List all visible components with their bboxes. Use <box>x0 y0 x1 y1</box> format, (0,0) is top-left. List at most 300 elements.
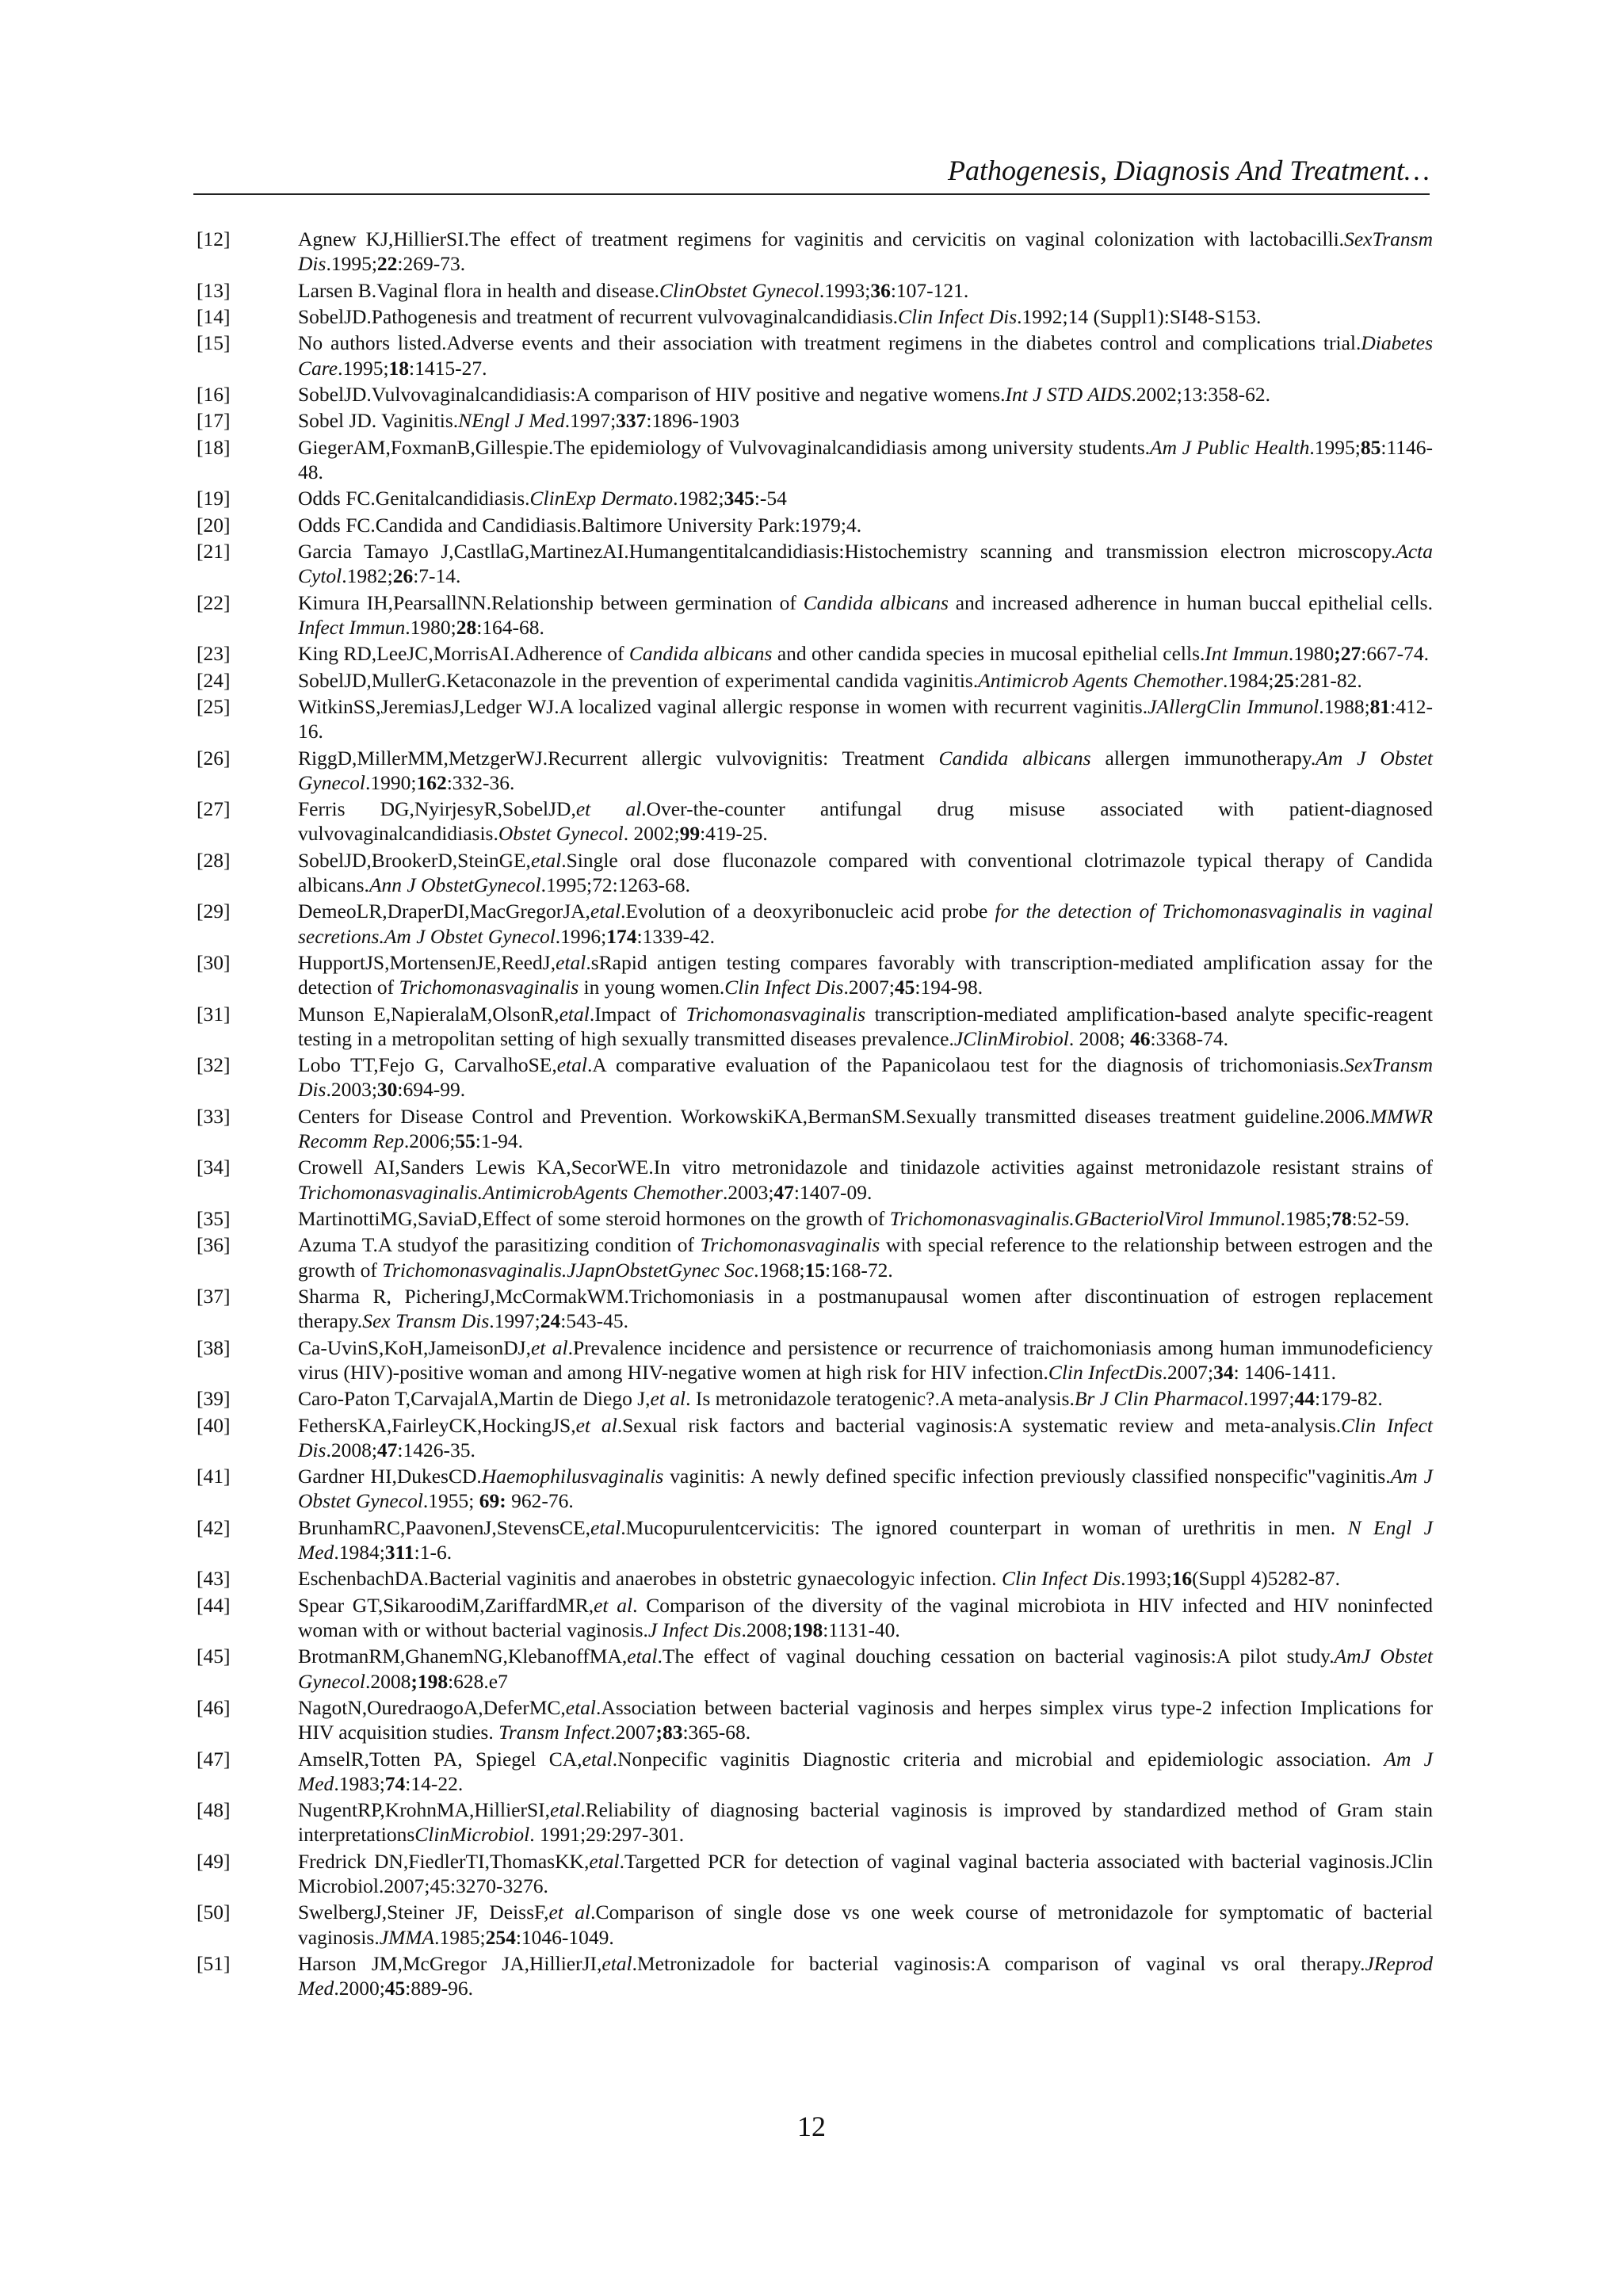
reference-segment: .2007; <box>1162 1360 1214 1384</box>
reference-segment: .1984; <box>1223 668 1274 692</box>
reference-item <box>197 1644 1433 1693</box>
reference-item <box>197 1951 1433 2000</box>
reference-segment: Ferris DG,NyirjesyR,SobelJD, <box>298 797 576 821</box>
reference-segment: .1985; <box>1280 1207 1332 1231</box>
reference-item <box>197 1284 1433 1333</box>
reference-text <box>298 1566 1433 1591</box>
reference-number: [35] <box>197 1207 231 1231</box>
reference-segment: .1980 <box>1288 642 1335 666</box>
reference-segment: .2003; <box>326 1078 377 1102</box>
reference-segment: :667-74. <box>1361 642 1429 666</box>
reference-item <box>197 1515 1433 1564</box>
reference-item <box>197 1747 1433 1796</box>
reference-segment: .Prevalence incidence and persistence or recurrence of traichomoniasis among human immunodeficiency virus (HIV)-positive woman and among HIV-negative women at high risk for HIV infection. <box>298 1335 1433 1384</box>
reference-segment: .Single oral dose fluconazole compared with conventional clotrimazole typical therapy of Candida albicans. <box>298 848 1433 897</box>
reference-segment: .1982; <box>342 564 393 588</box>
reference-number: [26] <box>197 746 231 770</box>
reference-segment: Garcia Tamayo J,CastllaG,MartinezAI.Humangentitalcandidiasis:Histochemistry scanning and transmission electron microscopy. <box>298 540 1396 563</box>
reference-item <box>197 797 1433 846</box>
reference-text <box>298 1849 1433 1898</box>
reference-text <box>298 1695 1433 1744</box>
reference-item <box>197 1335 1433 1385</box>
reference-italic: etal <box>556 951 586 975</box>
reference-italic: ClinMicrobiol <box>414 1823 530 1847</box>
reference-item <box>197 1797 1433 1847</box>
reference-item <box>197 1593 1433 1642</box>
reference-segment: Sobel JD. Vaginitis. <box>298 409 459 433</box>
reference-number: [46] <box>197 1695 231 1719</box>
reference-italic: etal <box>590 1515 621 1539</box>
reference-segment: :1046-1049. <box>515 1925 614 1949</box>
reference-segment: Azuma T.A studyof the parasitizing condition of <box>298 1233 701 1257</box>
reference-segment: .Targetted PCR for detection of vaginal vaginal bacteria associated with bacterial vaginosis.JClin Microbiol.2007;45:3270-3276. <box>298 1849 1433 1897</box>
reference-bold: 337 <box>616 409 647 433</box>
reference-italic: etal <box>590 900 621 923</box>
reference-text <box>298 513 1433 537</box>
reference-italic: Am J Med <box>298 1747 1433 1795</box>
reference-segment: :-54 <box>754 487 787 510</box>
reference-italic: et al <box>548 1901 591 1924</box>
reference-italic: JReprod Med <box>298 1951 1433 2000</box>
reference-italic: Am J Public Health <box>1150 435 1310 459</box>
reference-text <box>298 1052 1433 1102</box>
reference-segment: :1-6. <box>414 1540 453 1564</box>
reference-item <box>197 590 1433 640</box>
reference-segment: .Mucopurulentcervicitis: The ignored counterpart in woman of urethritis in men. <box>621 1515 1348 1539</box>
reference-text <box>298 435 1433 484</box>
reference-segment: :365-68. <box>682 1721 751 1744</box>
reference-segment: .2002;13:358-62. <box>1131 382 1271 406</box>
reference-text <box>298 1206 1433 1231</box>
reference-number: [38] <box>197 1335 231 1359</box>
reference-italic: Am J Obstet Gynecol <box>298 746 1433 794</box>
reference-segment: .1995;72:1263-68. <box>540 873 691 897</box>
reference-segment: :107-121. <box>890 278 969 302</box>
reference-item <box>197 408 1433 433</box>
reference-italic: J Infect Dis <box>647 1618 742 1641</box>
reference-segment: GiegerAM,FoxmanB,Gillespie.The epidemiology of Vulvovaginalcandidiasis among university students. <box>298 435 1151 459</box>
reference-segment: .1982; <box>673 487 724 510</box>
reference-bold: 18 <box>388 356 410 380</box>
reference-segment: .1985; <box>434 1925 486 1949</box>
reference-bold: 16 <box>1171 1567 1193 1591</box>
reference-number: [32] <box>197 1053 231 1077</box>
reference-item <box>197 330 1433 380</box>
reference-segment: RiggD,MillerMM,MetzgerWJ.Recurrent allergic vulvovignitis: Treatment <box>298 746 939 770</box>
reference-segment: :269-73. <box>397 252 466 276</box>
reference-italic: Clin Infect Dis <box>298 1413 1433 1461</box>
reference-number: [19] <box>197 487 231 510</box>
reference-segment: .Nonpecific vaginitis Diagnostic criteria and microbial and epidemiologic association. <box>612 1747 1384 1771</box>
reference-italic: et al <box>530 1335 568 1359</box>
reference-item <box>197 539 1433 588</box>
reference-segment: allergen immunotherapy. <box>1090 746 1316 770</box>
reference-italic: Infect Immun <box>298 615 406 639</box>
reference-segment: :694-99. <box>397 1078 466 1102</box>
reference-italic: Candida albicans <box>803 590 949 614</box>
reference-bold: 174 <box>606 924 637 948</box>
reference-italic: N Engl J Med <box>298 1515 1433 1564</box>
reference-item <box>197 668 1433 693</box>
reference-number: [14] <box>197 304 231 328</box>
reference-number: [23] <box>197 642 231 666</box>
reference-segment: .1995; <box>326 252 377 276</box>
reference-italic: ClinExp Dermato <box>529 487 674 510</box>
reference-bold: 78 <box>1331 1207 1352 1231</box>
reference-segment: .1996; <box>555 924 607 948</box>
reference-item <box>197 435 1433 484</box>
reference-item <box>197 486 1433 510</box>
reference-segment: . Is metronidazole teratogenic?.A meta-analysis. <box>685 1387 1075 1411</box>
reference-item <box>197 1464 1433 1513</box>
reference-bold: 254 <box>485 1925 516 1949</box>
reference-bold: 162 <box>416 770 447 794</box>
reference-item <box>197 278 1433 303</box>
reference-item <box>197 1386 1433 1411</box>
reference-segment: NagotN,OuredraogoA,DeferMC, <box>298 1695 566 1719</box>
reference-text <box>298 694 1433 743</box>
reference-italic: Clin Infect Dis <box>1001 1567 1121 1591</box>
reference-text <box>298 1232 1433 1282</box>
reference-item <box>197 1155 1433 1204</box>
reference-segment: .1988; <box>1319 695 1370 719</box>
reference-number: [17] <box>197 409 231 433</box>
reference-text <box>298 227 1433 276</box>
reference-italic: Trichomonasvaginalis <box>700 1233 880 1257</box>
reference-bold: 47 <box>376 1438 398 1461</box>
reference-bold: 69: <box>479 1489 506 1513</box>
reference-text <box>298 330 1433 380</box>
reference-number: [13] <box>197 278 231 302</box>
reference-segment: .The effect of vaginal douching cessation on bacterial vaginosis:A pilot study. <box>657 1645 1335 1668</box>
reference-segment: Odds FC.Genitalcandidiasis. <box>298 487 530 510</box>
reference-segment: :281-82. <box>1294 668 1362 692</box>
reference-item <box>197 1052 1433 1102</box>
reference-number: [29] <box>197 900 231 923</box>
reference-segment: .1993; <box>819 278 871 302</box>
reference-italic: Haemophilusvaginalis <box>481 1465 664 1488</box>
reference-segment: Odds FC.Candida and Candidiasis.Baltimore University Park:1979;4. <box>298 513 862 537</box>
reference-segment: Larsen B.Vaginal flora in health and disease. <box>298 278 660 302</box>
reference-text <box>298 746 1433 795</box>
reference-segment: .Sexual risk factors and bacterial vaginosis:A systematic review and meta-analysis. <box>617 1413 1342 1437</box>
reference-item <box>197 227 1433 276</box>
reference-italic: SexTransm Dis <box>298 227 1433 276</box>
reference-segment: .1997; <box>1243 1387 1295 1411</box>
reference-segment: :168-72. <box>825 1258 893 1282</box>
reference-item <box>197 641 1433 666</box>
reference-italic: Candida albicans <box>628 642 773 666</box>
reference-bold: 30 <box>376 1078 398 1102</box>
reference-segment: Ca-UvinS,KoH,JameisonDJ, <box>298 1335 531 1359</box>
reference-segment: BrunhamRC,PaavonenJ,StevensCE, <box>298 1515 591 1539</box>
reference-number: [41] <box>197 1465 231 1488</box>
reference-bold: 25 <box>1274 668 1295 692</box>
reference-segment: SobelJD,BrookerD,SteinGE, <box>298 848 531 872</box>
reference-number: [47] <box>197 1747 231 1771</box>
reference-number: [42] <box>197 1515 231 1539</box>
reference-segment: .Over-the-counter antifungal drug misuse associated with patient-diagnosed vulvovaginalcandidiasis. <box>298 797 1433 846</box>
reference-segment: :14-22. <box>405 1771 464 1795</box>
reference-italic: etal <box>582 1747 613 1771</box>
reference-italic: Trichomonasvaginalis.JJapnObstetGynec Soc <box>382 1258 754 1282</box>
reference-italic: etal <box>559 1002 590 1026</box>
reference-bold: ;27 <box>1334 642 1361 666</box>
reference-italic: et al <box>575 1413 617 1437</box>
reference-italic: Obstet Gynecol <box>498 822 624 846</box>
reference-text <box>298 1002 1433 1051</box>
reference-segment: . Comparison of the diversity of the vaginal microbiota in HIV infected and HIV noninfected woman with or without bacterial vaginosis. <box>298 1593 1433 1641</box>
reference-segment: SobelJD.Pathogenesis and treatment of recurrent vulvovaginalcandidiasis. <box>298 304 899 328</box>
reference-italic: et al <box>650 1387 686 1411</box>
reference-segment: SobelJD.Vulvovaginalcandidiasis:A comparison of HIV positive and negative womens. <box>298 382 1006 406</box>
reference-item <box>197 1900 1433 1949</box>
reference-segment: SobelJD,MullerG.Ketaconazole in the prevention of experimental candida vaginitis. <box>298 668 979 692</box>
reference-segment: :543-45. <box>560 1309 628 1333</box>
reference-number: [20] <box>197 513 231 537</box>
reference-italic: Diabetes Care <box>298 331 1433 380</box>
reference-italic: Br J Clin Pharmacol <box>1074 1387 1244 1411</box>
reference-segment: WitkinSS,JeremiasJ,Ledger WJ.A localized vaginal allergic response in women with recurrent vaginitis. <box>298 695 1148 719</box>
reference-item <box>197 848 1433 897</box>
reference-segment: with special reference to the relationship between estrogen and the growth of <box>298 1233 1433 1282</box>
reference-italic: AmJ Obstet Gynecol <box>298 1645 1434 1693</box>
reference-segment: and other candida species in mucosal epithelial cells. <box>772 642 1205 666</box>
reference-bold: ;83 <box>655 1721 683 1744</box>
reference-italic: NEngl J Med <box>458 409 565 433</box>
reference-italic: Clin Infect Dis <box>898 304 1018 328</box>
reference-text <box>298 668 1433 693</box>
reference-segment: transcription-mediated amplification-based analyte specific-reagent testing in a metropolitan setting of high sexually transmitted diseases prevalence. <box>298 1002 1433 1050</box>
reference-number: [51] <box>197 1951 231 1975</box>
reference-segment: King RD,LeeJC,MorrisAI.Adherence of <box>298 642 629 666</box>
reference-segment: .Reliability of diagnosing bacterial vaginosis is improved by standardized method of Gram stain interpretations <box>298 1798 1433 1847</box>
reference-segment: .1993; <box>1121 1567 1172 1591</box>
reference-number: [37] <box>197 1285 231 1308</box>
reference-segment: :3368-74. <box>1150 1026 1228 1050</box>
reference-text <box>298 1900 1433 1949</box>
reference-item <box>197 1566 1433 1591</box>
reference-segment: :52-59. <box>1351 1207 1410 1231</box>
reference-text <box>298 641 1433 666</box>
reference-italic: JAllergClin Immunol <box>1148 695 1319 719</box>
reference-segment: :7-14. <box>413 564 461 588</box>
reference-text <box>298 1335 1433 1385</box>
reference-bold: 47 <box>773 1180 794 1204</box>
reference-text <box>298 1797 1433 1847</box>
reference-bold: 36 <box>870 278 891 302</box>
reference-segment: :194-98. <box>915 976 983 999</box>
reference-segment: EschenbachDA.Bacterial vaginitis and anaerobes in obstetric gynaecologyic infection. <box>298 1567 1002 1591</box>
reference-segment: . 2008; <box>1068 1026 1131 1050</box>
reference-segment: .2007 <box>610 1721 656 1744</box>
reference-bold: 311 <box>384 1540 414 1564</box>
reference-number: [48] <box>197 1798 231 1822</box>
reference-bold: 44 <box>1294 1387 1315 1411</box>
reference-item <box>197 382 1433 407</box>
reference-segment: :1415-27. <box>409 356 487 380</box>
header-title: Pathogenesis, Diagnosis And Treatment… <box>947 155 1430 186</box>
reference-segment: .2003; <box>722 1180 774 1204</box>
reference-segment: NugentRP,KrohnMA,HillierSI, <box>298 1798 551 1822</box>
reference-segment: .1997; <box>564 409 617 433</box>
reference-number: [40] <box>197 1413 231 1437</box>
reference-number: [15] <box>197 331 231 355</box>
reference-segment: .1995; <box>1309 435 1361 459</box>
reference-segment: .1997; <box>489 1309 540 1333</box>
reference-bold: 45 <box>384 1977 406 2000</box>
reference-item <box>197 1206 1433 1231</box>
reference-segment: .2008; <box>326 1438 377 1461</box>
reference-number: [12] <box>197 227 231 250</box>
reference-text <box>298 1515 1433 1564</box>
reference-bold: 99 <box>679 822 701 846</box>
reference-italic: Ann J ObstetGynecol <box>369 873 541 897</box>
reference-segment: :179-82. <box>1315 1387 1383 1411</box>
reference-bold: 74 <box>384 1771 406 1795</box>
reference-item <box>197 1232 1433 1282</box>
running-header <box>193 152 1430 195</box>
reference-segment: .A comparative evaluation of the Papanicolaou test for the diagnosis of trichomoniasis. <box>586 1053 1345 1077</box>
reference-segment: Caro-Paton T,CarvajalA,Martin de Diego J, <box>298 1387 651 1411</box>
reference-text <box>298 1951 1433 2000</box>
reference-text <box>298 382 1433 407</box>
reference-segment: DemeoLR,DraperDI,MacGregorJA, <box>298 900 590 923</box>
reference-segment: vaginitis: A newly defined specific infection previously classified nonspecific"vaginitis. <box>663 1465 1391 1488</box>
reference-italic: etal <box>530 848 562 872</box>
reference-segment: FethersKA,FairleyCK,HockingJS, <box>298 1413 576 1437</box>
reference-segment: :889-96. <box>405 1977 473 2000</box>
reference-bold: 198 <box>792 1618 823 1641</box>
reference-number: [44] <box>197 1593 231 1617</box>
reference-segment: .1992;14 (Suppl1):SI48-S153. <box>1017 304 1262 328</box>
reference-italic: for the detection of Trichomonasvaginalis in vaginal secretions.Am J Obstet Gynecol <box>298 900 1433 948</box>
reference-text <box>298 539 1433 588</box>
reference-segment: :419-25. <box>700 822 768 846</box>
reference-segment: .2000; <box>334 1977 385 2000</box>
reference-segment: Harson JM,McGregor JA,HillierJI, <box>298 1951 602 1975</box>
reference-number: [30] <box>197 951 231 975</box>
reference-bold: ;198 <box>411 1669 449 1693</box>
reference-number: [49] <box>197 1849 231 1873</box>
reference-text <box>298 1155 1433 1204</box>
reference-segment: Centers for Disease Control and Prevention. WorkowskiKA,BermanSM.Sexually transmitted diseases treatment guideline.2006. <box>298 1104 1370 1128</box>
reference-number: [21] <box>197 540 231 563</box>
reference-number: [31] <box>197 1002 231 1026</box>
reference-list <box>197 227 1433 2003</box>
reference-segment: Crowell AI,Sanders Lewis KA,SecorWE.In vitro metronidazole and tinidazole activities against metronidazole resistant strains of <box>298 1156 1433 1179</box>
reference-text <box>298 304 1433 329</box>
reference-segment: :1426-35. <box>397 1438 475 1461</box>
reference-bold: 15 <box>804 1258 826 1282</box>
reference-italic: Transm Infect <box>498 1721 611 1744</box>
reference-bold: 46 <box>1130 1026 1151 1050</box>
reference-bold: 85 <box>1360 435 1381 459</box>
reference-item <box>197 304 1433 329</box>
reference-segment: .1980; <box>405 615 456 639</box>
reference-segment: .1983; <box>334 1771 385 1795</box>
reference-segment: :1146-48. <box>298 435 1433 483</box>
reference-item <box>197 513 1433 537</box>
reference-italic: JMMA <box>379 1925 435 1949</box>
reference-number: [16] <box>197 382 231 406</box>
reference-italic: Trichomonasvaginalis.GBacteriolVirol Immunol <box>889 1207 1281 1231</box>
reference-italic: Trichomonasvaginalis.AntimicrobAgents Chemother <box>298 1180 723 1204</box>
reference-segment: SwelbergJ,Steiner JF, DeissF, <box>298 1901 549 1924</box>
reference-segment: (Suppl 4)5282-87. <box>1192 1567 1341 1591</box>
reference-number: [34] <box>197 1156 231 1179</box>
reference-bold: 45 <box>894 976 915 999</box>
reference-bold: 28 <box>456 615 477 639</box>
reference-text <box>298 278 1433 303</box>
reference-text <box>298 899 1433 948</box>
reference-segment: Gardner HI,DukesCD. <box>298 1465 482 1488</box>
reference-segment: .Metronizadole for bacterial vaginosis:A comparison of vaginal vs oral therapy. <box>632 1951 1365 1975</box>
reference-item <box>197 1002 1433 1051</box>
reference-segment: .Evolution of a deoxyribonucleic acid probe <box>621 900 995 923</box>
reference-italic: Trichomonasvaginalis <box>685 1002 866 1026</box>
reference-item <box>197 1413 1433 1462</box>
reference-item <box>197 950 1433 999</box>
reference-text <box>298 950 1433 999</box>
reference-italic: et al <box>575 797 642 821</box>
reference-text <box>298 590 1433 640</box>
reference-number: [24] <box>197 668 231 692</box>
reference-segment: Kimura IH,PearsallNN.Relationship between germination of <box>298 590 804 614</box>
reference-number: [39] <box>197 1387 231 1411</box>
reference-italic: etal <box>627 1645 658 1668</box>
reference-number: [45] <box>197 1645 231 1668</box>
reference-text <box>298 1386 1433 1411</box>
reference-segment: BrotmanRM,GhanemNG,KlebanoffMA, <box>298 1645 628 1668</box>
reference-bold: 345 <box>724 487 754 510</box>
reference-text <box>298 486 1433 510</box>
reference-bold: 26 <box>392 564 414 588</box>
reference-italic: Clin Infect Dis <box>724 976 844 999</box>
reference-italic: etal <box>565 1695 597 1719</box>
reference-segment: .1990; <box>365 770 417 794</box>
reference-item <box>197 694 1433 743</box>
reference-segment: Sharma R, PicheringJ,McCormakWM.Trichomoniasis in a postmanupausal women after discontinuation of estrogen replacement therapy. <box>298 1285 1433 1333</box>
reference-text <box>298 1464 1433 1513</box>
reference-number: [33] <box>197 1104 231 1128</box>
reference-italic: JClinMirobiol <box>953 1026 1069 1050</box>
reference-segment: .Association between bacterial vaginosis and herpes simplex virus type-2 infection Implications for HIV acquisition studies. <box>298 1695 1433 1744</box>
reference-number: [27] <box>197 797 231 821</box>
reference-segment: .Impact of <box>589 1002 686 1026</box>
reference-italic: Am J Obstet Gynecol <box>298 1465 1433 1513</box>
reference-segment: 962-76. <box>506 1489 574 1513</box>
reference-segment: .1995; <box>338 356 389 380</box>
reference-text <box>298 797 1433 846</box>
reference-italic: etal <box>601 1951 632 1975</box>
reference-italic: Clin InfectDis <box>1048 1360 1163 1384</box>
reference-bold: 24 <box>540 1309 561 1333</box>
reference-segment: Fredrick DN,FiedlerTI,ThomasKK, <box>298 1849 590 1873</box>
reference-segment: Munson E,NapieralaM,OlsonR, <box>298 1002 559 1026</box>
reference-italic: Trichomonasvaginalis <box>399 976 579 999</box>
reference-number: [28] <box>197 848 231 872</box>
reference-segment: Lobo TT,Fejo G, CarvalhoSE, <box>298 1053 557 1077</box>
reference-italic: Int Immun <box>1205 642 1289 666</box>
reference-segment: :412-16. <box>298 695 1433 743</box>
reference-segment: .1968; <box>754 1258 805 1282</box>
reference-bold: 34 <box>1213 1360 1234 1384</box>
reference-item <box>197 746 1433 795</box>
reference-italic: MMWR Recomm Rep <box>298 1104 1433 1153</box>
reference-italic: etal <box>589 1849 620 1873</box>
reference-segment: .2006; <box>403 1129 456 1153</box>
